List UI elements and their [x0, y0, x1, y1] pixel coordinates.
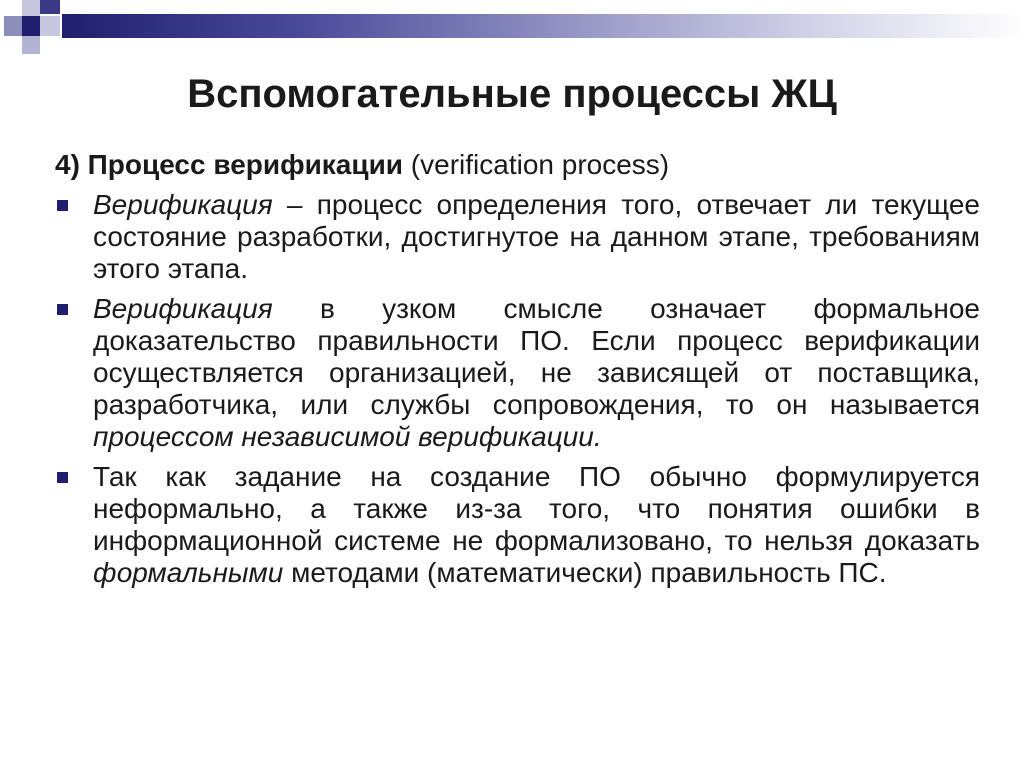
italic-term: Верификация	[93, 189, 273, 220]
text-run: в узком смысле означает формальное доказательство правильности ПО. Если процесс верификации осуществляется организацией, не зависящей от поставщика, разработчика, или службы сопровождения, то он называется	[93, 293, 980, 420]
deco-square	[22, 0, 40, 16]
deco-gradient-bar	[62, 14, 1024, 38]
slide-content	[55, 148, 980, 597]
deco-square	[22, 16, 40, 36]
bullet-text	[93, 461, 980, 589]
bullet-item	[55, 461, 980, 589]
deco-square	[40, 0, 60, 14]
text-run: методами (математически) правильность ПС.	[283, 557, 887, 588]
decorative-header-banner	[0, 0, 1024, 60]
deco-square	[4, 16, 22, 36]
italic-term: формальными	[93, 557, 284, 588]
bullet-text	[93, 293, 980, 453]
bullet-item	[55, 293, 980, 453]
bullet-item	[55, 189, 980, 285]
text-run: Так как задание на создание ПО обычно формулируется неформально, а также из-за того, что понятия ошибки в информационной системе не формализовано, то нельзя доказать	[93, 461, 980, 556]
deco-square	[40, 16, 60, 36]
italic-term: процессом независимой верификации.	[93, 421, 602, 452]
bullet-text	[93, 189, 980, 285]
square-bullet-icon	[57, 200, 68, 211]
deco-square	[22, 36, 40, 54]
subheading-bold: 4) Процесс верификации	[55, 149, 404, 180]
bullet-list	[55, 189, 980, 589]
square-bullet-icon	[57, 472, 68, 483]
section-subheading	[55, 148, 980, 181]
subheading-plain: (verification process)	[403, 149, 670, 180]
square-bullet-icon	[57, 304, 68, 315]
slide-title: Вспомогательные процессы ЖЦ	[187, 72, 837, 116]
text-run: – процесс определения того, отвечает ли текущее состояние разработки, достигнутое на данном этапе, требованиям этого этапа.	[93, 189, 980, 284]
italic-term: Верификация	[93, 293, 273, 324]
